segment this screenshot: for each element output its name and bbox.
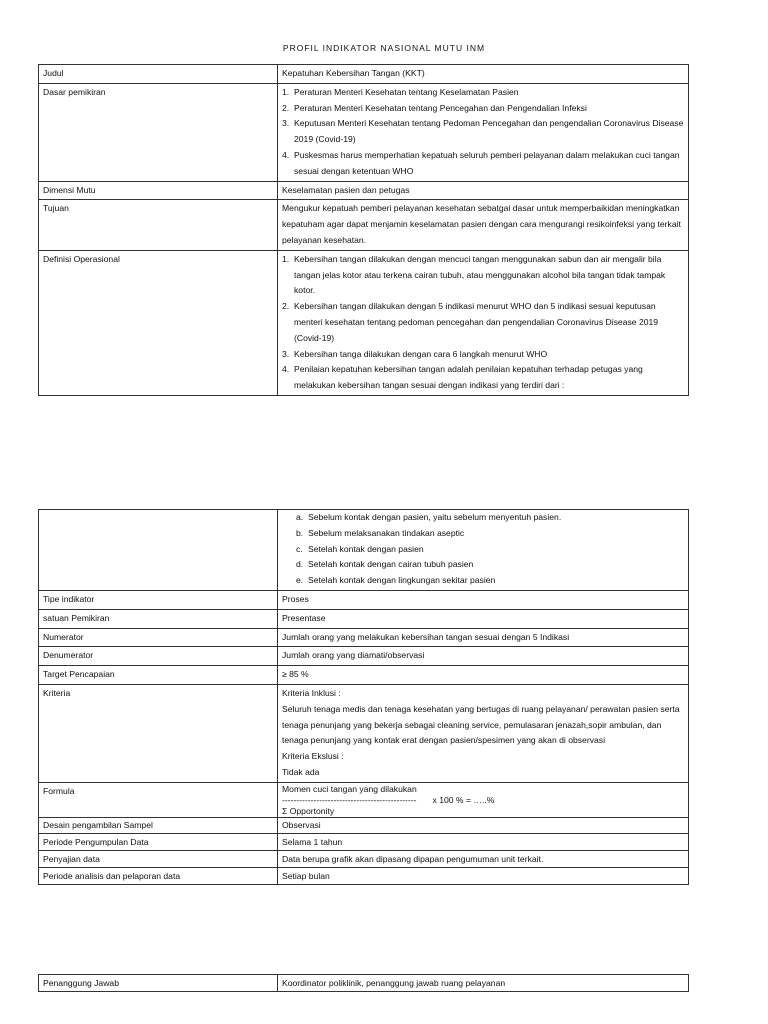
row-formula <box>39 782 689 817</box>
row-numerator <box>39 628 689 647</box>
value-dasar-pemikiran <box>278 83 689 181</box>
value-desain-sampel: Observasi <box>278 817 689 833</box>
list-item <box>296 542 684 558</box>
list-marker: d. <box>296 559 304 570</box>
list-text: Setelah kontak dengan lingkungan sekitar pasien <box>308 575 496 586</box>
list-item <box>296 573 684 589</box>
dasar-list <box>282 85 684 180</box>
row-periode-analisis <box>39 867 689 884</box>
label-penanggung-jawab: Penanggung Jawab <box>39 975 278 992</box>
row-denumerator <box>39 647 689 666</box>
list-text: Setelah kontak dengan cairan tubuh pasien <box>308 559 474 570</box>
formula-fraction-row <box>282 795 684 806</box>
label-kriteria: Kriteria <box>39 684 278 782</box>
list-marker: c. <box>296 543 303 554</box>
indikasi-list <box>282 510 684 589</box>
row-penanggung-jawab <box>39 975 689 992</box>
list-item <box>296 557 684 573</box>
label-periode-pengumpulan: Periode Pengumpulan Data <box>39 833 278 850</box>
row-tujuan <box>39 200 689 250</box>
label-desain-sampel: Desain pengambilan Sampel <box>39 817 278 833</box>
row-desain-sampel <box>39 817 689 833</box>
list-marker: b. <box>296 527 304 538</box>
profile-table-2 <box>38 509 689 885</box>
value-tipe-indikator: Proses <box>278 590 689 609</box>
label-tujuan: Tujuan <box>39 200 278 250</box>
value-kriteria <box>278 684 689 782</box>
label-definisi-operasional: Definisi Operasional <box>39 250 278 395</box>
definisi-list <box>282 252 684 394</box>
label-satuan: satuan Pemikiran <box>39 609 278 628</box>
value-indikasi <box>278 510 689 591</box>
list-marker: e. <box>296 575 304 586</box>
value-satuan: Presentase <box>278 609 689 628</box>
value-denumerator: Jumlah orang yang diamati/observasi <box>278 647 689 666</box>
row-tipe-indikator <box>39 590 689 609</box>
list-item <box>296 510 684 526</box>
value-definisi-operasional <box>278 250 689 395</box>
list-item <box>296 526 684 542</box>
label-target: Target Pencapaian <box>39 666 278 685</box>
label-denumerator: Denumerator <box>39 647 278 666</box>
row-target <box>39 666 689 685</box>
list-text: Sebelum kontak dengan pasien, yaitu sebelum menyentuh pasien. <box>308 512 562 522</box>
value-numerator: Jumlah orang yang melakukan kebersihan tangan sesuai dengan 5 Indikasi <box>278 628 689 647</box>
value-tujuan: Mengukur kepatuah pemberi pelayanan kesehatan sebatgai dasar untuk memperbaikidan meningkatkan kepatuham agar dapat menjamin keselamatan pasien dengan cara mengurangi resikoinfeksi yang terkait pelayanan kesehatan. <box>278 200 689 250</box>
value-periode-pengumpulan: Selama 1 tahun <box>278 833 689 850</box>
list-item: Peraturan Menteri Kesehatan tentang Pencegahan dan Pengendalian Infeksi <box>294 102 587 113</box>
list-item: Kebersihan tanga dilakukan dengan cara 6 langkah menurut WHO <box>294 348 548 359</box>
list-text: Setelah kontak dengan pasien <box>308 543 424 554</box>
formula-denominator: Σ Opportonity <box>282 805 335 816</box>
row-dimensi-mutu <box>39 181 689 200</box>
list-text: Sebelum melaksanakan tindakan aseptic <box>308 527 465 538</box>
list-item: Penilaian kepatuhan kebersihan tangan adalah penilaian kepatuhan terhadap petugas yang melakukan kebersihan tangan sesuai dengan indikasi yang terdiri dari : <box>294 364 643 391</box>
value-formula <box>278 782 689 817</box>
kriteria-eksklusi-text: Tidak ada <box>282 766 320 777</box>
label-dimensi-mutu: Dimensi Mutu <box>39 181 278 200</box>
value-penanggung-jawab: Koordinator poliklinik, penanggung jawab ruang pelayanan <box>278 975 689 992</box>
value-penyajian-data: Data berupa grafik akan dipasang dipapan pengumuman unit terkait. <box>278 850 689 867</box>
profile-table-1 <box>38 64 689 396</box>
row-definisi-operasional <box>39 250 689 395</box>
row-indikasi <box>39 510 689 591</box>
label-numerator: Numerator <box>39 628 278 647</box>
list-item: Kebersihan tangan dilakukan dengan 5 indikasi menurut WHO dan 5 indikasi sesuai keputusan menteri kesehatan tentang pedoman pencegahan dan pengendalian Coronavirus Disease 2019 (Covid-19) <box>294 301 659 343</box>
row-kriteria <box>39 684 689 782</box>
list-item: Puskesmas harus memperhatian kepatuah seluruh pemberi pelayanan dalam melakukan cuci tangan sesuai dengan ketentuan WHO <box>294 149 680 176</box>
value-periode-analisis: Setiap bulan <box>278 867 689 884</box>
label-judul: Judul <box>39 65 278 84</box>
label-tipe-indikator: Tipe indikator <box>39 590 278 609</box>
row-periode-pengumpulan <box>39 833 689 850</box>
document-title: PROFIL INDIKATOR NASIONAL MUTU INM <box>282 43 486 53</box>
list-item: Keputusan Menteri Kesehatan tentang Pedoman Pencegahan dan pengendalian Coronavirus Disease 2019 (Covid-19) <box>294 118 684 145</box>
value-target: ≥ 85 % <box>278 666 689 685</box>
list-marker: a. <box>296 512 304 522</box>
list-item: Kebersihan tangan dilakukan dengan mencuci tangan menggunakan sabun dan air mengalir bila tangan jelas kotor atau terkena cairan tubuh, atau menggunakan alcohol bila tangan tidak tampak kotor. <box>294 253 666 296</box>
row-penyajian-data <box>39 850 689 867</box>
label-empty <box>39 510 278 591</box>
label-periode-analisis: Periode analisis dan pelaporan data <box>39 867 278 884</box>
formula-numerator: Momen cuci tangan yang dilakukan <box>282 783 417 794</box>
profile-table-3 <box>38 974 689 992</box>
kriteria-eksklusi-label: Kriteria Ekslusi : <box>282 751 344 762</box>
row-dasar-pemikiran <box>39 83 689 181</box>
value-judul: Kepatuhan Kebersihan Tangan (KKT) <box>278 65 689 84</box>
formula-multiplier: x 100 % = …..% <box>432 794 495 805</box>
label-penyajian-data: Penyajian data <box>39 850 278 867</box>
value-dimensi-mutu: Keselamatan pasien dan petugas <box>278 181 689 200</box>
kriteria-inklusi-text: Seluruh tenaga medis dan tenaga kesehatan yang bertugas di ruang pelayanan/ perawatan pasien serta tenaga penunjang yang bekerja sebagai cleaning service, pemulasaran jenazah,sopir ambulan, dan tenaga penunjang yang kontak erat dengan pasien/spesimen yang akan di observasi <box>282 703 680 746</box>
list-item: Peraturan Menteri Kesehatan tentang Keselamatan Pasien <box>294 86 519 97</box>
kriteria-inklusi-label: Kriteria Inklusi : <box>282 687 341 698</box>
formula-fraction-line: ----------------------------------------------- <box>282 794 417 805</box>
row-satuan <box>39 609 689 628</box>
row-judul <box>39 65 689 84</box>
label-formula: Formula <box>39 782 278 817</box>
label-dasar-pemikiran: Dasar pemikiran <box>39 83 278 181</box>
